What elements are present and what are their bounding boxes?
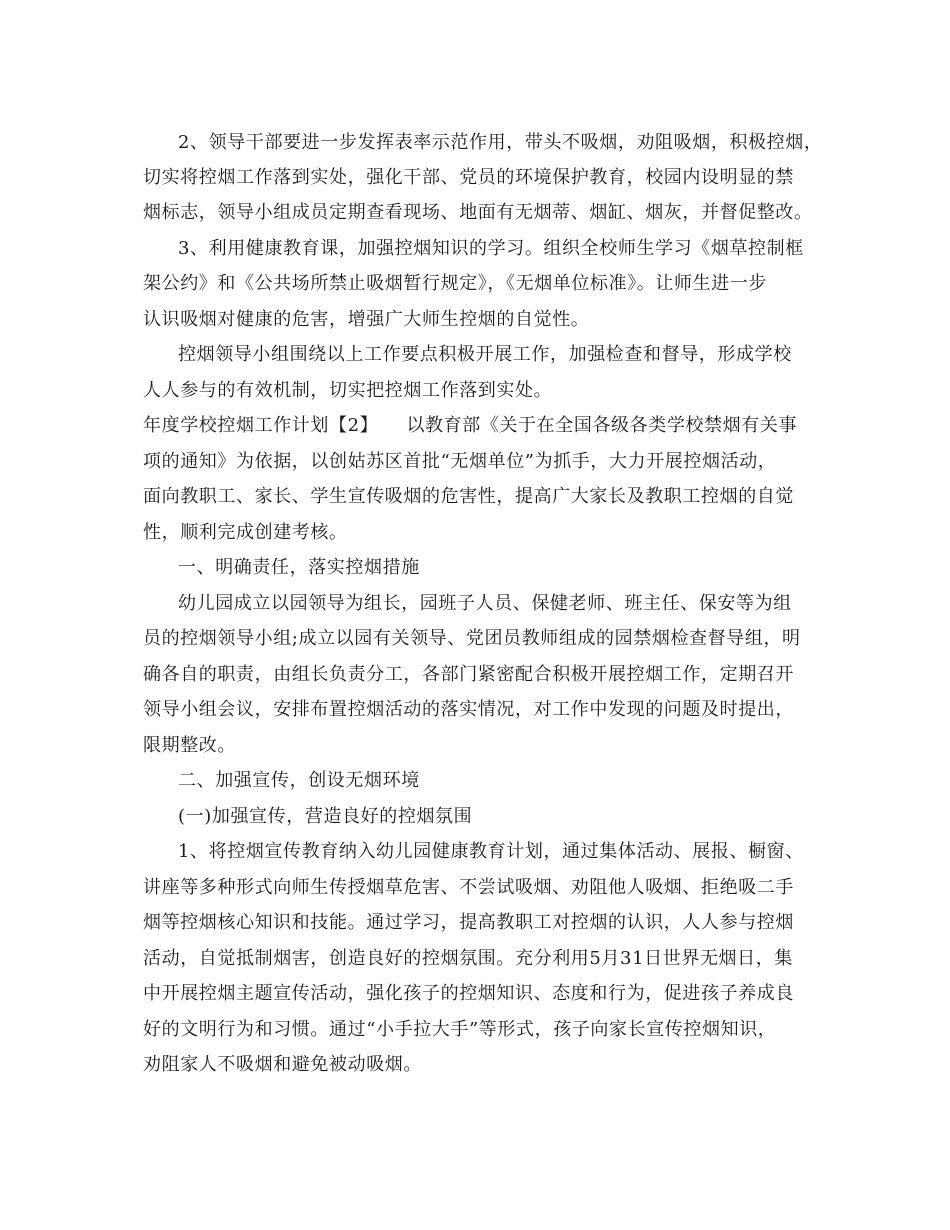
text-line: 烟等控烟核心知识和技能。通过学习，提高教职工对控烟的认识，人人参与控烟 — [143, 912, 794, 933]
text-line: 幼儿园成立以园领导为组长，园班子人员、保健老师、班主任、保安等为组 — [178, 593, 792, 614]
text-line: 活动，自觉抵制烟害，创造良好的控烟氛围。充分利用5月31日世界无烟日，集 — [143, 948, 793, 969]
text-line: 员的控烟领导小组;成立以园有关领导、党团员教师组成的园禁烟检查督导组，明 — [143, 628, 801, 649]
text-line: 烟标志，领导小组成员定期查看现场、地面有无烟蒂、烟缸、烟灰，并督促整改。 — [143, 202, 813, 223]
text-line: 架公约》和《公共场所禁止吸烟暂行规定》，《无烟单位标准》。让师生进一步 — [143, 273, 767, 294]
text-line: 切实将控烟工作落到实处，强化干部、党员的环境保护教育，校园内设明显的禁 — [143, 167, 794, 188]
text-line: 认识吸烟对健康的危害，增强广大师生控烟的自觉性。 — [143, 309, 590, 330]
text-line: 领导小组会议，安排布置控烟活动的落实情况，对工作中发现的问题及时提出， — [143, 699, 794, 720]
text-line: 二、加强宣传，创设无烟环境 — [178, 770, 420, 791]
text-line: 3、利用健康教育课，加强控烟知识的学习。组织全校师生学习《烟草控制框 — [178, 238, 804, 259]
text-line: 人人参与的有效机制，切实把控烟工作落到实处。 — [143, 380, 553, 401]
text-line: 讲座等多种形式向师生传授烟草危害、不尝试吸烟、劝阻他人吸烟、拒绝吸二手 — [143, 877, 794, 898]
text-line: 控烟领导小组围绕以上工作要点积极开展工作，加强检查和督导，形成学校 — [178, 344, 792, 365]
text-line: 2、领导干部要进一步发挥表率示范作用，带头不吸烟，劝阻吸烟，积极控烟， — [178, 132, 823, 153]
text-line: 劝阻家人不吸烟和避免被动吸烟。 — [143, 1054, 422, 1075]
text-line: 项的通知》为依据，以创姑苏区首批“无烟单位”为抓手，大力开展控烟活动， — [143, 451, 777, 472]
text-line: 中开展控烟主题宣传活动，强化孩子的控烟知识、态度和行为，促进孩子养成良 — [143, 983, 794, 1004]
text-line: 1、将控烟宣传教育纳入幼儿园健康教育计划，通过集体活动、展报、橱窗、 — [178, 841, 804, 862]
section-heading-line: 年度学校控烟工作计划【2】 以教育部《关于在全国各级各类学校禁烟有关事 — [143, 415, 798, 436]
text-line: (一)加强宣传，营造良好的控烟氛围 — [178, 806, 473, 827]
text-line: 好的文明行为和习惯。通过“小手拉大手”等形式，孩子向家长宣传控烟知识， — [143, 1019, 777, 1040]
text-line: 确各自的职责，由组长负责分工，各部门紧密配合积极开展控烟工作，定期召开 — [143, 664, 794, 685]
text-line: 限期整改。 — [143, 735, 236, 756]
text-line: 面向教职工、家长、学生宣传吸烟的危害性，提高广大家长及教职工控烟的自觉 — [143, 486, 794, 507]
text-line: 一、明确责任，落实控烟措施 — [178, 557, 420, 578]
text-line: 性，顺利完成创建考核。 — [143, 522, 348, 543]
